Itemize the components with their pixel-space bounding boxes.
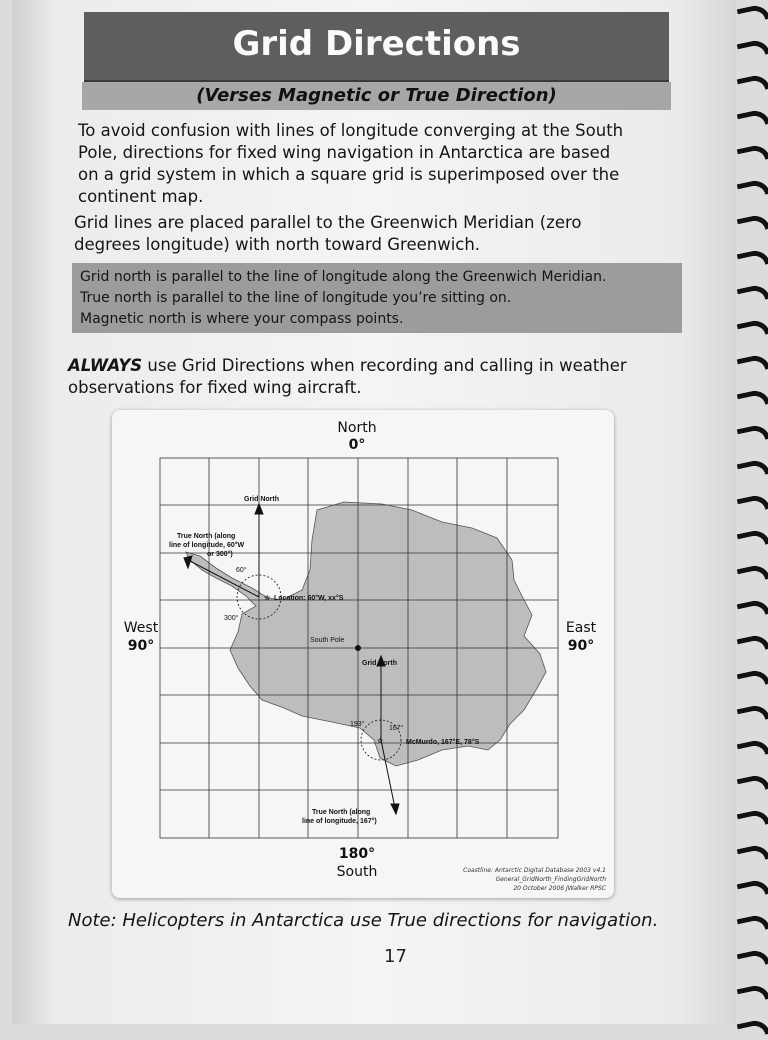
- intro-line: on a grid system in which a square grid is superimposed over the: [78, 165, 620, 184]
- spiral-coil: [737, 878, 768, 900]
- spiral-coil: [737, 388, 768, 410]
- spiral-coil: [737, 668, 768, 690]
- intro-line: continent map.: [78, 187, 204, 206]
- grid-lines-line: degrees longitude) with north toward Greenwich.: [74, 235, 481, 254]
- angle-60-label: 60°: [236, 567, 247, 574]
- always-emphasis: ALWAYS: [68, 356, 143, 375]
- mcmurdo-label: McMurdo, 167°E, 78°S: [406, 739, 480, 746]
- south-pole-label: South Pole: [310, 637, 345, 644]
- spiral-binding: [734, 0, 768, 1024]
- spiral-coil: [737, 948, 768, 970]
- spiral-coil: [737, 773, 768, 795]
- grid-north-definition: Grid north is parallel to the line of longitude along the Greenwich Meridian.: [80, 269, 607, 285]
- spiral-coil: [737, 73, 768, 95]
- spiral-coil: [737, 3, 768, 25]
- spiral-coil: [737, 983, 768, 1005]
- angle-300-label: 300°: [224, 615, 239, 622]
- true-north-definition: True north is parallel to the line of longitude you’re sitting on.: [80, 290, 512, 306]
- spiral-coil: [737, 808, 768, 830]
- grid-lines-paragraph: [74, 212, 678, 256]
- east-degree-label: 90°: [567, 638, 595, 654]
- east-label: East: [565, 620, 597, 636]
- spiral-coil: [737, 703, 768, 725]
- page-number: 17: [384, 946, 407, 967]
- angle-193-label: 193°: [350, 721, 365, 728]
- grid-map-figure: [112, 410, 614, 898]
- spiral-coil: [737, 458, 768, 480]
- spiral-coil: [737, 738, 768, 760]
- antarctica-grid-map: [112, 410, 614, 898]
- always-line-rest: use Grid Directions when recording and calling in weather: [142, 356, 627, 375]
- grid-north-lower-label: Grid North: [362, 660, 397, 667]
- always-line: [68, 355, 688, 377]
- true-north-upper-label: or 300°): [207, 551, 233, 558]
- always-line-2: observations for fixed wing aircraft.: [68, 378, 362, 397]
- south-label: South: [336, 864, 378, 880]
- mcmurdo-star: ☆: [377, 738, 384, 745]
- always-paragraph: [68, 355, 688, 399]
- intro-line: To avoid confusion with lines of longitude converging at the South: [78, 121, 624, 140]
- map-credit-line: 20 October 2006 JWalker RPSC: [513, 885, 606, 892]
- spiral-coil: [737, 178, 768, 200]
- map-credit: [446, 866, 606, 893]
- definitions-box: [72, 263, 682, 333]
- spiral-coil: [737, 493, 768, 515]
- south-degree-label: 180°: [338, 846, 376, 862]
- spiral-coil: [737, 38, 768, 60]
- west-label: West: [123, 620, 159, 636]
- spiral-coil: [737, 318, 768, 340]
- true-north-lower-label: True North (along: [312, 809, 371, 816]
- angle-167-label: 167°: [389, 725, 404, 732]
- page-title: Grid Directions: [232, 24, 521, 64]
- spiral-coil: [737, 353, 768, 375]
- map-credit-line: Coastline: Antarctic Digital Database 2003 v4.1: [463, 867, 606, 874]
- south-pole-dot: [355, 645, 361, 651]
- magnetic-north-definition: Magnetic north is where your compass points.: [80, 311, 404, 327]
- subtitle-banner: [82, 82, 671, 110]
- grid-north-upper-label: Grid North: [244, 496, 279, 503]
- spiral-coil: [737, 843, 768, 865]
- helicopter-note: Note: Helicopters in Antarctica use True directions for navigation.: [68, 910, 659, 931]
- location-label: Location: 60°W, xx°S: [274, 595, 344, 602]
- spiral-coil: [737, 528, 768, 550]
- intro-line: Pole, directions for fixed wing navigation in Antarctica are based: [78, 143, 611, 162]
- north-label: North: [337, 420, 377, 436]
- upper-location-star: ☆: [264, 595, 271, 602]
- spiral-coil: [737, 283, 768, 305]
- spiral-coil: [737, 248, 768, 270]
- map-credit-line: General_GridNorth_FindingGridNorth: [495, 876, 606, 883]
- grid-lines-line: Grid lines are placed parallel to the Greenwich Meridian (zero: [74, 213, 582, 232]
- spiral-coil: [737, 1018, 768, 1040]
- title-banner: [84, 12, 669, 82]
- west-degree-label: 90°: [127, 638, 155, 654]
- true-north-lower-label: line of longitude, 167°): [302, 818, 377, 825]
- spiral-coil: [737, 143, 768, 165]
- spiral-coil: [737, 213, 768, 235]
- spiral-coil: [737, 913, 768, 935]
- spiral-coil: [737, 633, 768, 655]
- true-north-upper-label: True North (along: [177, 533, 236, 540]
- spiral-coil: [737, 598, 768, 620]
- north-degree-label: 0°: [348, 437, 366, 453]
- intro-paragraph: [78, 120, 678, 208]
- true-north-upper-label: line of longitude, 60°W: [169, 542, 245, 549]
- spiral-coil: [737, 563, 768, 585]
- spiral-coil: [737, 108, 768, 130]
- spiral-coil: [737, 423, 768, 445]
- page-subtitle: (Verses Magnetic or True Direction): [196, 85, 557, 106]
